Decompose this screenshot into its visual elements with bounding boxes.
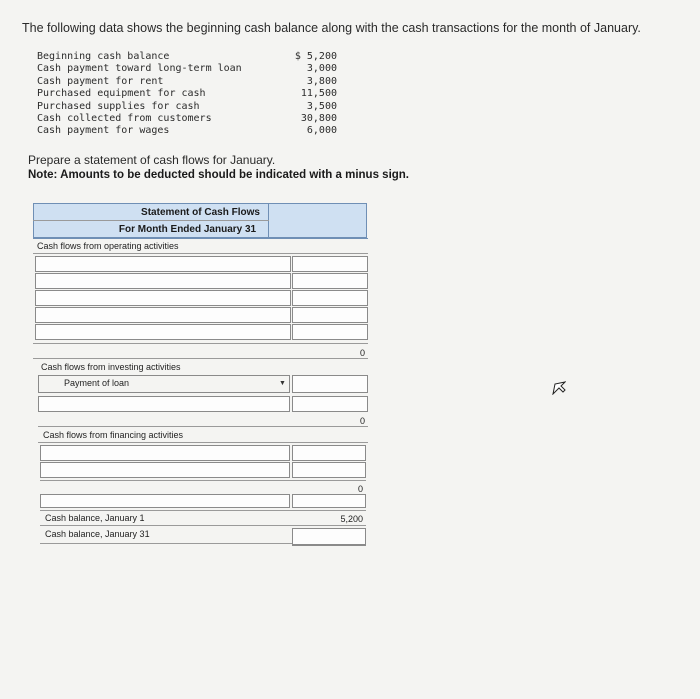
- operating-amount-input-3[interactable]: [292, 290, 368, 306]
- transaction-amount: 6,000: [306, 125, 337, 137]
- transaction-row: [37, 125, 337, 137]
- divider: [40, 525, 366, 526]
- operating-desc-input-5[interactable]: [35, 324, 291, 340]
- transaction-label: Beginning cash balance: [37, 51, 170, 62]
- operating-desc-input-1[interactable]: [35, 256, 291, 272]
- statement-subtitle: For Month Ended January 31: [118, 224, 257, 235]
- operating-amount-input-2[interactable]: [292, 273, 368, 289]
- operating-desc-input-3[interactable]: [35, 290, 291, 306]
- financing-desc-input-2[interactable]: [40, 462, 290, 478]
- operating-amount-input-4[interactable]: [292, 307, 368, 323]
- investing-activities-label: Cash flows from investing activities: [41, 362, 181, 372]
- transaction-label: Cash collected from customers: [37, 112, 212, 124]
- transaction-row: [37, 113, 337, 125]
- financing-activities-label: Cash flows from financing activities: [43, 430, 184, 440]
- transaction-row: [37, 63, 337, 75]
- chevron-down-icon[interactable]: ▼: [279, 380, 286, 387]
- cash-balance-jan1-value: 5,200: [340, 514, 363, 524]
- investing-desc-input-2[interactable]: [38, 396, 290, 412]
- investing-desc-select[interactable]: [38, 375, 290, 393]
- transaction-list: [37, 51, 337, 138]
- statement-title: Statement of Cash Flows: [141, 207, 260, 218]
- divider: [40, 543, 292, 544]
- transaction-amount: $ 5,200: [294, 51, 337, 62]
- transaction-amount: 3,000: [306, 63, 337, 75]
- divider: [33, 343, 368, 344]
- transaction-row: [37, 76, 337, 88]
- transaction-label: Purchased supplies for cash: [37, 100, 200, 112]
- investing-amount-input-2[interactable]: [292, 396, 368, 412]
- transaction-amount: 11,500: [300, 88, 337, 100]
- header-bottom-line: [33, 238, 368, 239]
- mouse-pointer-icon: [552, 381, 566, 395]
- transaction-label: Cash payment for rent: [37, 75, 164, 87]
- operating-desc-input-2[interactable]: [35, 273, 291, 289]
- operating-total: 0: [359, 348, 365, 358]
- transaction-row: [37, 51, 337, 63]
- investing-amount-input-1[interactable]: [292, 375, 368, 393]
- divider: [33, 253, 368, 254]
- note-text: Note: Amounts to be deducted should be indicated with a minus sign.: [28, 169, 410, 181]
- cash-balance-jan31-input[interactable]: [292, 528, 366, 546]
- divider: [38, 442, 368, 443]
- operating-amount-input-1[interactable]: [292, 256, 368, 272]
- transaction-label: Cash payment for wages: [37, 125, 170, 137]
- financing-desc-input-1[interactable]: [40, 445, 290, 461]
- transaction-label: Cash payment toward long-term loan: [37, 63, 242, 75]
- cash-balance-jan31-label: Cash balance, January 31: [45, 529, 150, 539]
- transaction-amount: 3,800: [306, 75, 337, 87]
- financing-amount-input-1[interactable]: [292, 445, 366, 461]
- operating-desc-input-4[interactable]: [35, 307, 291, 323]
- transaction-amount: 30,800: [300, 112, 337, 124]
- cash-balance-jan1-label: Cash balance, January 1: [45, 513, 145, 523]
- investing-total: 0: [359, 416, 365, 426]
- operating-amount-input-5[interactable]: [292, 324, 368, 340]
- net-change-input[interactable]: [40, 494, 290, 508]
- net-change-amount-input[interactable]: [292, 494, 366, 508]
- instruction-text: Prepare a statement of cash flows for January.: [28, 153, 276, 167]
- transaction-label: Purchased equipment for cash: [37, 88, 206, 100]
- divider: [38, 426, 368, 427]
- financing-amount-input-2[interactable]: [292, 462, 366, 478]
- financing-total: 0: [357, 484, 363, 494]
- transaction-amount: 3,500: [306, 100, 337, 112]
- investing-item-label: Payment of loan: [64, 378, 130, 388]
- divider: [33, 358, 368, 359]
- header-divider-line: [33, 220, 269, 221]
- transaction-row: [37, 101, 337, 113]
- problem-intro: The following data shows the beginning cash balance along with the cash transactions for the month of January.: [22, 21, 641, 35]
- operating-activities-label: Cash flows from operating activities: [37, 241, 179, 251]
- transaction-row: [37, 88, 337, 100]
